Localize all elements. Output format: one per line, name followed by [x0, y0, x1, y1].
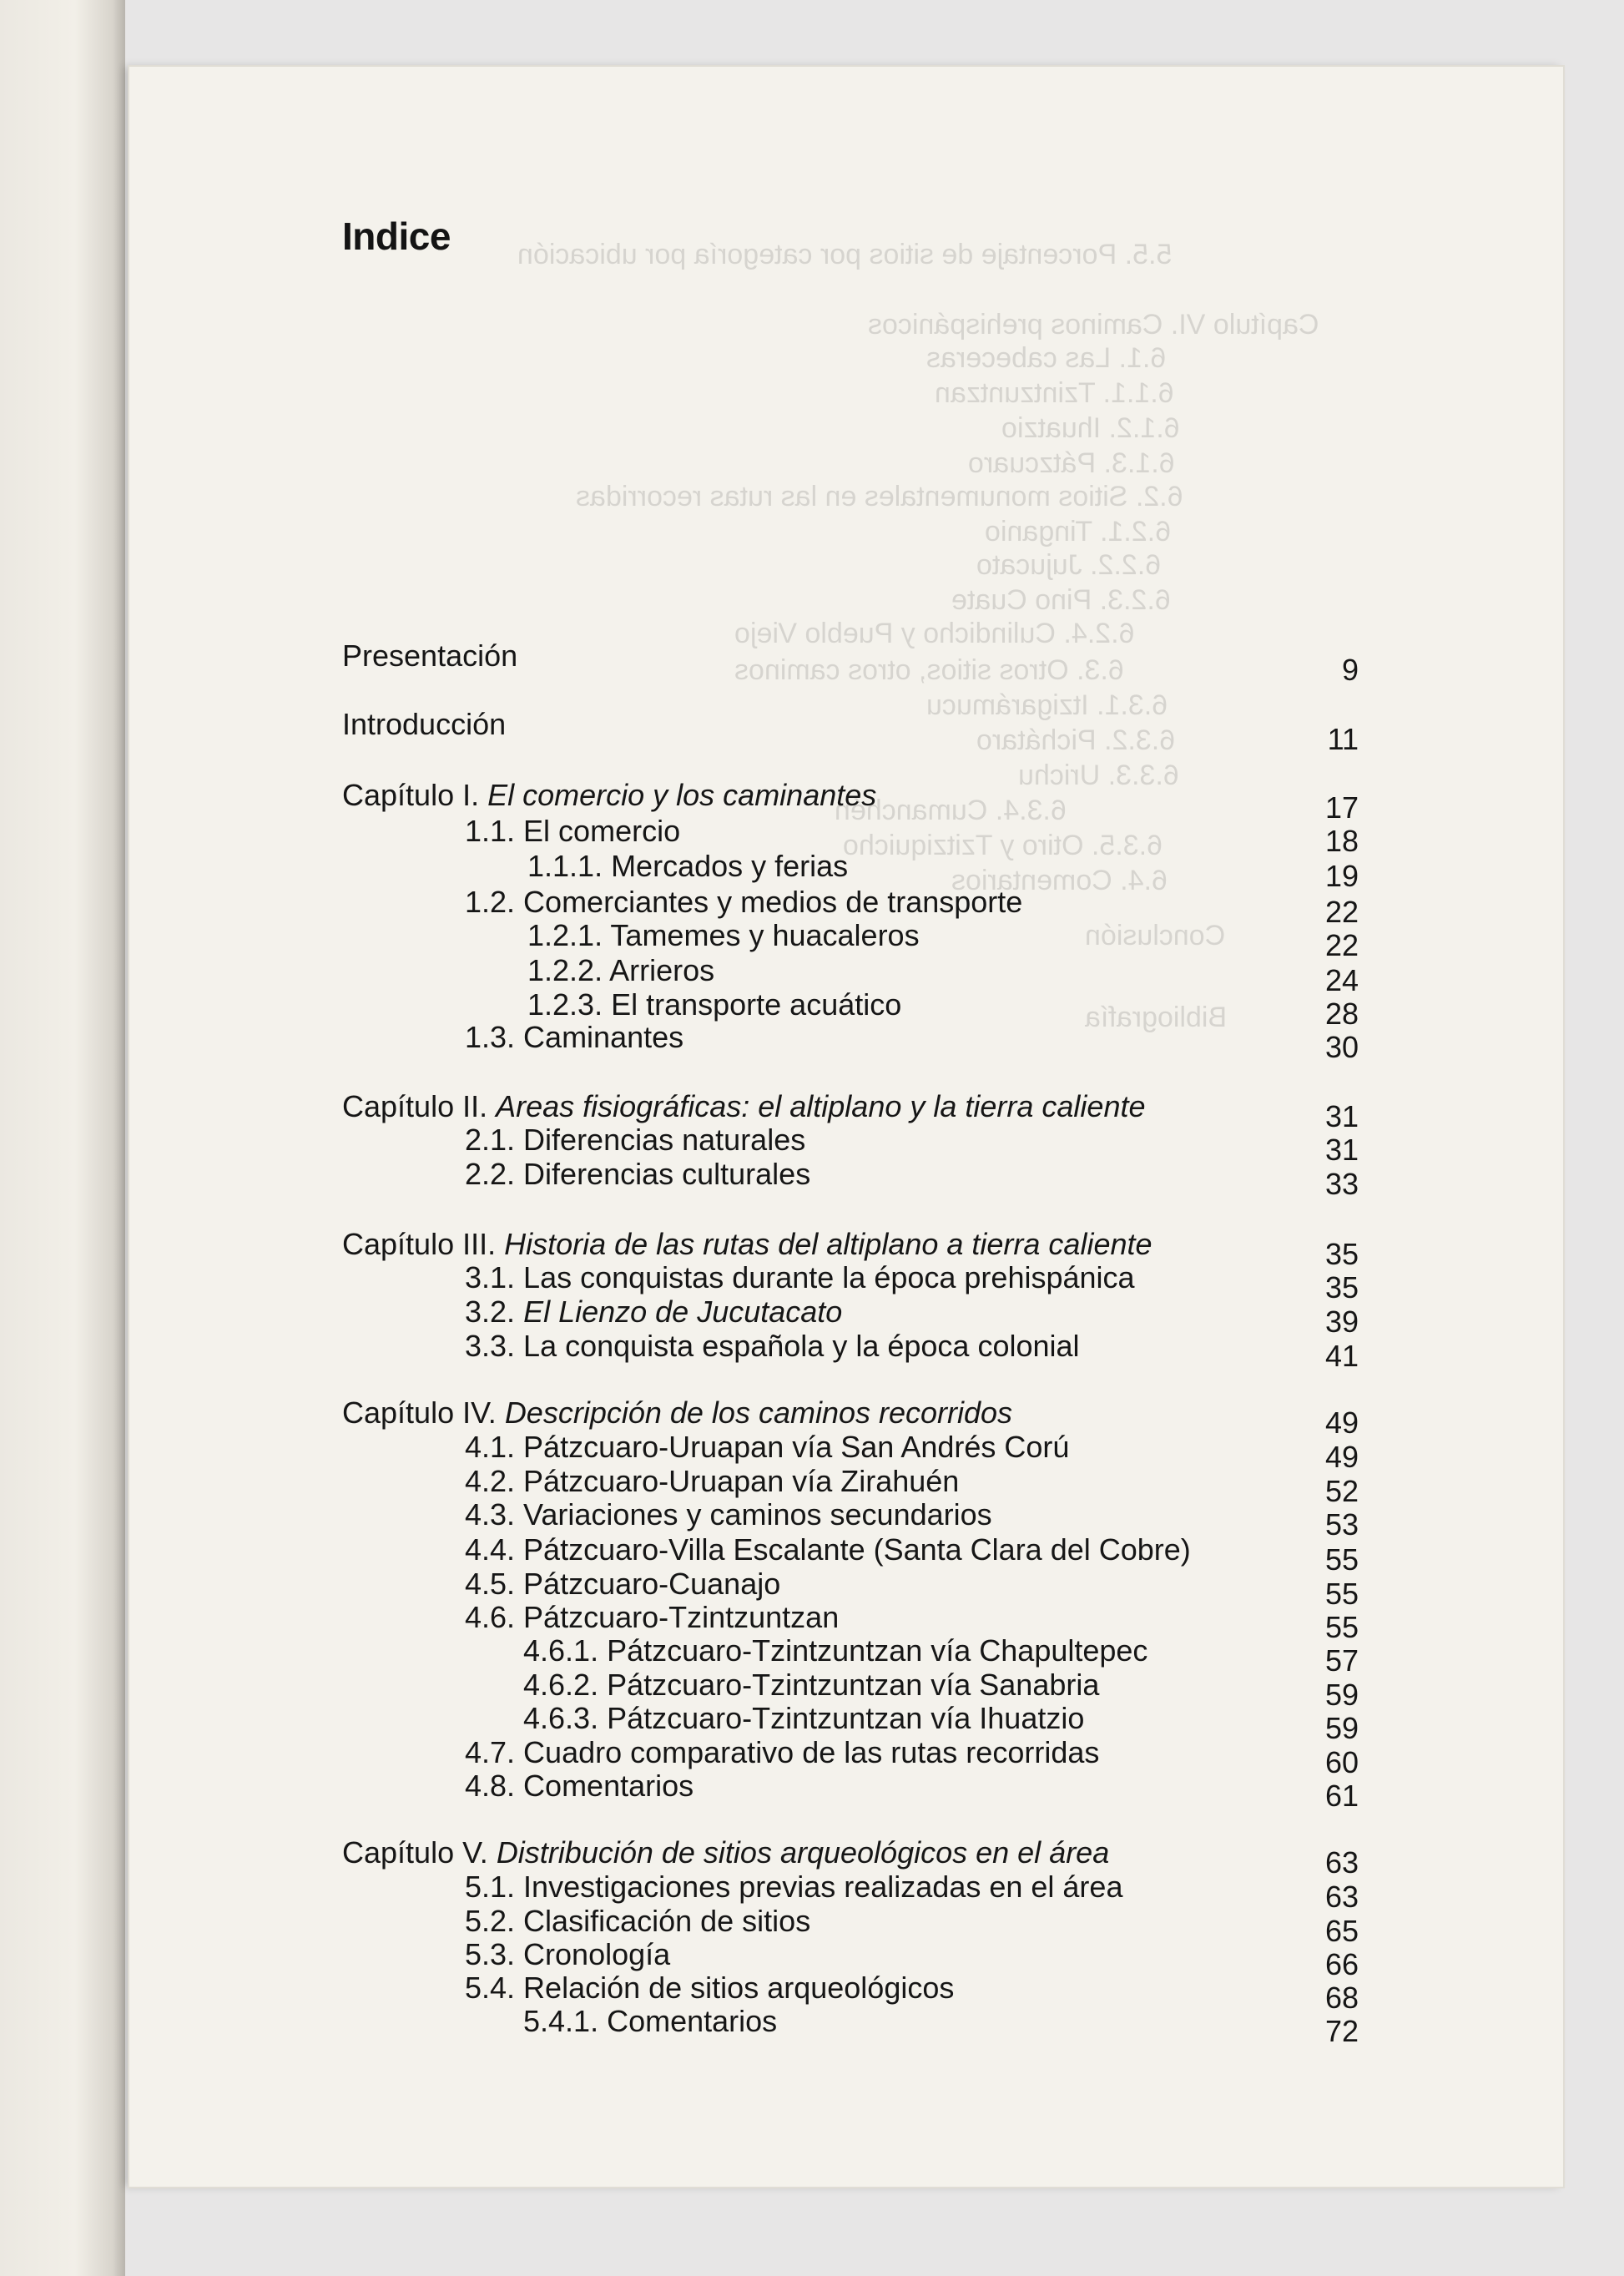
- toc-entry-title: Areas fisiográficas: el altiplano y la tierra caliente: [496, 1089, 1146, 1123]
- toc-entry-label: 5.4. Relación de sitios arqueológicos: [465, 1971, 955, 2005]
- toc-entry: [342, 1229, 1152, 1259]
- toc-entry: [465, 887, 1022, 917]
- toc-entry: [465, 1466, 959, 1496]
- toc-entry: [527, 953, 715, 987]
- toc-entry: [465, 1022, 683, 1052]
- toc-entry-label: 3.2.: [465, 1294, 524, 1329]
- toc-entry: [465, 1497, 992, 1532]
- toc-entry: [465, 1331, 1080, 1361]
- toc-page-number: 59: [1324, 1711, 1359, 1745]
- toc-page-number: 11: [1327, 722, 1359, 756]
- toc-page-number: 55: [1324, 1610, 1359, 1644]
- toc-entry-label: 3.1. Las conquistas durante la época prehispánica: [465, 1260, 1135, 1294]
- toc-page-number: 66: [1324, 1947, 1359, 1981]
- toc-page-number: 35: [1324, 1237, 1359, 1271]
- toc-entry-title: Historia de las rutas del altiplano a tierra caliente: [504, 1227, 1152, 1261]
- toc-page-number: 28: [1324, 997, 1359, 1031]
- toc-entry-label: Capítulo III.: [342, 1227, 505, 1261]
- toc-entry: [465, 1125, 805, 1155]
- toc-entry-label: 4.6.1. Pátzcuaro-Tzintzuntzan vía Chapultepec: [523, 1633, 1148, 1668]
- toc-page-number: 9: [1341, 653, 1359, 687]
- toc-entry: [465, 1735, 1100, 1769]
- toc-page-number: 57: [1324, 1643, 1359, 1678]
- toc-entry: [465, 816, 680, 846]
- toc-entry: [465, 1906, 810, 1936]
- toc-entry-label: Capítulo IV.: [342, 1395, 505, 1430]
- toc-page-number: 53: [1324, 1507, 1359, 1542]
- toc-entry: [523, 1670, 1099, 1700]
- toc-entry-label: 2.2. Diferencias culturales: [465, 1157, 811, 1191]
- toc-entry-label: Introducción: [342, 707, 507, 741]
- toc-page-number: 68: [1324, 1981, 1359, 2015]
- toc-page-number: 72: [1324, 2014, 1359, 2048]
- toc-entry: [465, 1937, 671, 1971]
- toc-entry-title: Descripción de los caminos recorridos: [504, 1395, 1013, 1430]
- toc-page-number: 30: [1324, 1030, 1359, 1064]
- toc-page-number: 19: [1324, 859, 1359, 893]
- toc-page-number: 49: [1324, 1440, 1359, 1474]
- toc-entry: [465, 1973, 954, 2003]
- toc-page-number: 17: [1324, 790, 1359, 825]
- toc-entry: [527, 918, 920, 952]
- toc-page-number: 31: [1324, 1099, 1359, 1133]
- toc-page-number: 22: [1324, 895, 1359, 929]
- toc-entry-label: 5.3. Cronología: [465, 1937, 671, 1971]
- toc-entry: [342, 1395, 1013, 1430]
- toc-entry: [527, 851, 848, 881]
- toc-page-number: 35: [1324, 1270, 1359, 1305]
- toc-entry: [465, 1569, 780, 1599]
- toc-entry-title: El Lienzo de Jucutacato: [523, 1294, 843, 1329]
- toc-entry-label: 5.2. Clasificación de sitios: [465, 1904, 811, 1938]
- toc-page-number: 41: [1324, 1339, 1359, 1373]
- toc-entry: [465, 1159, 810, 1189]
- toc-entry: [465, 1771, 693, 1801]
- toc-entry: [523, 1633, 1148, 1668]
- toc-page-number: 60: [1324, 1745, 1359, 1779]
- toc-entry-label: 4.7. Cuadro comparativo de las rutas recorridas: [465, 1735, 1100, 1769]
- toc-entry-label: 1.2. Comerciantes y medios de transporte: [465, 885, 1023, 919]
- toc-page-number: 33: [1324, 1167, 1359, 1201]
- toc-entry-label: 4.4. Pátzcuaro-Villa Escalante (Santa Clara del Cobre): [465, 1532, 1191, 1567]
- toc-entry-label: 1.3. Caminantes: [465, 1020, 684, 1054]
- toc-page-number: 63: [1324, 1880, 1359, 1914]
- toc-page-number: 24: [1324, 963, 1359, 997]
- toc-entry-label: Capítulo II.: [342, 1089, 497, 1123]
- toc-page-number: 65: [1324, 1914, 1359, 1948]
- toc-entry-title: Distribución de sitios arqueológicos en el área: [496, 1835, 1110, 1870]
- toc-entry: [465, 1872, 1122, 1902]
- toc-entry-label: 4.6.2. Pátzcuaro-Tzintzuntzan vía Sanabria: [523, 1668, 1100, 1702]
- toc-page-number: 52: [1324, 1474, 1359, 1508]
- toc-entry-title: El comercio y los caminantes: [487, 778, 877, 812]
- page-title: Indice: [342, 214, 451, 258]
- toc-entry-label: 2.1. Diferencias naturales: [465, 1123, 806, 1157]
- toc-entry-label: 1.1. El comercio: [465, 814, 681, 848]
- toc-entry-label: 4.8. Comentarios: [465, 1769, 694, 1803]
- toc-entry: [465, 1260, 1135, 1294]
- toc-entry-label: 1.2.2. Arrieros: [527, 953, 715, 987]
- toc-entry: [523, 1703, 1084, 1733]
- toc-page-number: 63: [1324, 1845, 1359, 1880]
- toc-page-number: 22: [1324, 928, 1359, 962]
- toc-entry-label: Presentación: [342, 638, 518, 673]
- toc-entry: [342, 709, 506, 739]
- toc-entry: [342, 1089, 1146, 1123]
- toc-entry: [465, 1432, 1069, 1462]
- toc-page-number: 59: [1324, 1678, 1359, 1712]
- toc-entry: [527, 987, 902, 1022]
- toc-entry-label: 4.3. Variaciones y caminos secundarios: [465, 1497, 992, 1532]
- toc-entry: [465, 1602, 839, 1633]
- toc-entry-label: Capítulo I.: [342, 778, 488, 812]
- toc-page-number: 31: [1324, 1133, 1359, 1167]
- toc-entry-label: 4.2. Pátzcuaro-Uruapan vía Zirahuén: [465, 1464, 960, 1498]
- toc-page-number: 55: [1324, 1577, 1359, 1611]
- toc-entry: [523, 2006, 777, 2036]
- toc-entry-label: 4.6. Pátzcuaro-Tzintzuntzan: [465, 1600, 840, 1634]
- toc-page-number: 49: [1324, 1405, 1359, 1440]
- toc-entry-label: 5.4.1. Comentarios: [523, 2004, 778, 2038]
- toc-entry-label: 3.3. La conquista española y la época colonial: [465, 1329, 1080, 1363]
- toc-page-number: 18: [1324, 824, 1359, 858]
- toc-entry-label: 1.2.1. Tamemes y huacaleros: [527, 918, 920, 952]
- toc-entry: [342, 1835, 1110, 1870]
- toc-entry-label: 4.1. Pátzcuaro-Uruapan vía San Andrés Corú: [465, 1430, 1070, 1464]
- toc-entry: [342, 780, 876, 810]
- toc-entry-label: 1.1.1. Mercados y ferias: [527, 849, 849, 883]
- toc-entry: [465, 1294, 843, 1329]
- toc-entry-label: 4.5. Pátzcuaro-Cuanajo: [465, 1567, 781, 1601]
- toc-entry-label: 4.6.3. Pátzcuaro-Tzintzuntzan vía Ihuatzio: [523, 1701, 1085, 1735]
- toc-entry-label: Capítulo V.: [342, 1835, 497, 1870]
- toc-entry-label: 1.2.3. El transporte acuático: [527, 987, 902, 1022]
- toc-page-number: 39: [1324, 1305, 1359, 1339]
- toc-entry: [465, 1532, 1191, 1567]
- toc-page-number: 55: [1324, 1542, 1359, 1577]
- toc-page-number: 61: [1324, 1779, 1359, 1813]
- toc-entry-label: 5.1. Investigaciones previas realizadas en el área: [465, 1870, 1123, 1904]
- toc-entry: [342, 638, 518, 673]
